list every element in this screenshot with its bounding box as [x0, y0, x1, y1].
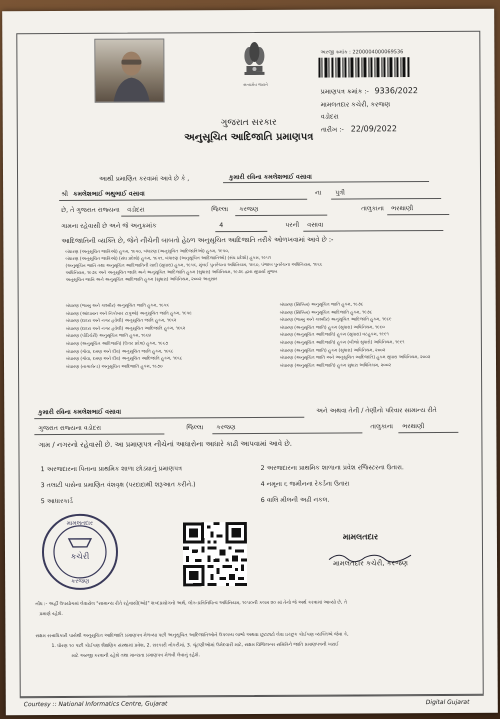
- act-item: બંધારણ (સિક્કિમ) અનુસૂચિત જાતિ હુકમ, ૧૯૭૮: [279, 302, 364, 308]
- act-item: બંધારણ (ગોવા, દમણ અને દીવ) અનુસૂચિત આદિજાતિ હુકમ, ૧૯૬૮: [65, 356, 183, 363]
- footer-courtesy: Courtesy :: National Informatics Centre, Gujarat: [23, 700, 168, 709]
- act-line: અધિનિયમ, ૧૯૭૬ અને અનુસૂચિત જાતિ અને અનુસૂચિત આદિજાતિ હુકમ (સુધારા) અધિનિયમ, ૧૯૭૬ દ્વારા સુધાર્યા મુજબ: [65, 269, 278, 276]
- document-item: 2 અરજદારના પ્રાથમિક શાળાના પ્રવેશ રજિસ્ટરના ઉતારા.: [260, 464, 404, 472]
- date-label: તારીખ :-: [320, 125, 344, 134]
- residence-name: કુમારી રવિના કમલેશભાઈ વસાવા: [38, 408, 122, 417]
- taluka-label: તાલુકાના: [361, 205, 384, 213]
- act-item: બંધારણ (દાદરા અને નગર હવેલી) અનુસૂચિત જાતિ હુકમ, ૧૯૬૨: [65, 318, 177, 325]
- act-item: બંધારણ (અનુસૂચિત આદિજાતિ) હુકમ સુધારા અધિનિયમ, ૨૦૦૨: [280, 363, 391, 369]
- act-item: બંધારણ (દાદરા અને નગર હવેલી) અનુસૂચિત આદિજાતિ હુકમ, ૧૯૬૨: [65, 326, 186, 332]
- office-line-1: મામલતદાર કચેરી, કરજણ: [320, 100, 391, 109]
- tribe-name: વસાવા: [307, 221, 324, 229]
- act-item: બંધારણ (અનુસૂચિત આદિજાતિ) હુકમ (સુધારા) વટહુકમ, ૧૯૯૧: [279, 332, 389, 339]
- residence-closing: ગામ / નગરનો રહેવાસી છે. આ પ્રમાણપત્ર નીચેનાં આધારોના આધારે કાઢી આપવામાં આવે છે.: [38, 439, 292, 450]
- applicant-photo: [94, 38, 164, 102]
- residence-state: ગુજરાત રાજ્યના વડોદરા: [38, 424, 102, 433]
- note-4: માટે અરજી કરવાની રહેશે તથા માન્યતા પ્રમાણપત્ર મેળવી લેવાનું રહેશે.: [71, 653, 200, 659]
- barcode: [318, 57, 410, 77]
- svg-text:મામલતદાર: મામલતદાર: [66, 519, 94, 527]
- applicant-name: કુમારી રવિના કમલેશભાઈ વસાવા: [229, 173, 312, 182]
- note-1: નોંધ :- અહીં ઉપયોગમાં લેવાયેલ "સામાન્ય રીતે રહેવાસી(ઓ)" શબ્દપ્રયોગનો અર્થ, લોક-પ્રતિનિધિત્વ અધિનિયમ, ૧૯૫૦ની કલમ ૨૦ માં તેનો જે અર્થ કરવામાં આવ્યો છે, તે: [35, 600, 347, 608]
- office-seal: [41, 513, 119, 591]
- footer-brand: Digital Gujarat: [425, 698, 470, 707]
- relation-label: ના: [315, 189, 322, 197]
- act-item: બંધારણ (આંદામાન અને નિકોબાર ટાપુઓ) અનુસૂચિત જાતિ હુકમ, ૧૯૫૯: [65, 310, 192, 317]
- act-item: બંધારણ (અનુસૂચિત જાતિ અને અનુસૂચિત આદિજાતિ) હુકમ સુધારા અધિનિયમ, ૨૦૦૨: [279, 355, 431, 361]
- act-item: બંધારણ (ગોવા, દમણ અને દીવ) અનુસૂચિત જાતિ હુકમ, ૧૯૬૮: [65, 348, 174, 355]
- qr-code: [183, 522, 247, 586]
- government-title: ગુજરાત સરકાર: [220, 117, 277, 129]
- office-line-2: વડોદરા: [320, 112, 339, 121]
- note-1b: પ્રમાણે રહેશે.: [39, 611, 63, 618]
- act-item: બંધારણ (જમ્મુ અને કાશ્મીર) અનુસૂચિત જાતિ હુકમ, ૧૯૫૬: [65, 303, 169, 309]
- issue-date: 22/09/2022: [350, 124, 397, 134]
- signatory-office: મામલતદાર કચેરી, કરજણ: [333, 559, 408, 568]
- document-item: 1 અરજદારના પિતાના પ્રાથમિક શાળા છોડ્યાનું પ્રમાણપત્ર: [40, 465, 182, 474]
- ashoka-emblem-icon: [240, 36, 268, 80]
- tribe-label: પરની: [285, 221, 300, 229]
- relation: પુત્રી: [335, 189, 345, 197]
- village-label: ગામના રહેવાસી છે અને જે અનુક્રમાંક: [61, 222, 157, 230]
- residence-village: ભરથાણી: [402, 423, 425, 431]
- village: ભરથાણી: [391, 205, 414, 213]
- residence-taluka: કરજણ: [216, 424, 236, 432]
- district: વડોદરા: [127, 206, 145, 214]
- cert-number: 9336/2022: [374, 86, 419, 96]
- state-label: છે, તે ગુજરાત રાજ્યના: [61, 206, 120, 214]
- tribe-line-2: આદિજાતિની વ્યક્તિ છે, જેને નીચેની બાબતો હેઠળ અનુસૂચિત આદિજાતિ તરીકે ઓળખવામાં આવે છે :-: [61, 235, 334, 245]
- svg-text:કરજણ: કરજણ: [71, 577, 90, 585]
- act-item: બંધારણ (પોંડિચેરી) અનુસૂચિત જાતિ હુકમ, ૧૯૬૪: [65, 333, 152, 340]
- act-line: બંધારણ (અનુસૂચિત જાતિઓ) હુકમ, ૧૯૫૦, બંધારણ (અનુસૂચિત આદિજાતિઓ) હુકમ, ૧૯૫૦,: [65, 249, 230, 255]
- taluka: કરજણ: [239, 205, 259, 214]
- act-line: અનુસૂચિત જાતિ અને અનુસૂચિત આદિજાતિ હુકમ (સુધારા) અધિનિયમ, ૨૦૦૨ અનુસાર: [65, 277, 218, 283]
- emblem-caption: સત્યમેવ જયતે: [243, 81, 268, 88]
- document-item: 4 નમૂના ૬ જમીનના રેકર્ડના ઉતારા: [260, 480, 350, 488]
- acts-left-column: [66, 302, 193, 371]
- residence-district-label: જિલ્લા: [186, 424, 204, 432]
- signatory-title: મામલતદાર: [342, 532, 379, 542]
- note-3: 1. ધોરણ ૧૦ પછી કોઈપણ શૈક્ષણિક સંસ્થામાં પ્રવેશ, 2. સરકારી નોકરીમાં, 3. ચૂંટણીઓમાં ઉમેદવારી માટે, સક્ષમ વિજિલન્સ સમિતિને જાતિ પ્રમાણપત્રની ખરાઈ: [51, 642, 339, 650]
- residence-taluka-label: તાલુકાના: [370, 423, 394, 431]
- act-line: (અનુસૂચિત જાતિ તથા અનુસૂચિત આદિજાતિની યાદી (સુધારા) હુકમ, ૧૯૫૬, મુંબઈ પુનર્રચના અધિનિયમ, ૧૯૬૦, પંજાબ પુનર્રચના અધિનિયમ, ૧૯૬૬: [65, 262, 323, 269]
- act-item: બંધારણ (સિક્કિમ) અનુસૂચિત આદિજાતિ હુકમ, ૧૯૭૮: [279, 309, 373, 316]
- district-label: જિલ્લા: [211, 206, 229, 214]
- document-item: 3 તલાટી પાસેના પ્રમાણિત વંશવૃક્ષ (પરદાદાથી શરૂઆત કરીને.): [40, 481, 196, 490]
- family-label: અને અથવા તેની / તેણીનો પરિવાર સામાન્ય રીતે: [316, 407, 437, 415]
- father-name: કમલેશભાઈ ભથુભાઈ વસાવા: [73, 190, 145, 198]
- serial-number: 4: [219, 222, 224, 230]
- cert-number-label: પ્રમાણપત્ર ક્રમાંક :-: [320, 87, 369, 96]
- note-2: સક્ષમ સત્તાધિકારી પાસેથી અનુસૂચિત આદિજાતિ પ્રમાણપત્ર મેળવ્યા પછી અનુસૂચિત આદિજાતિઓને ઉપલબ્ધ લાભો અથવા છૂટછાટો લેવા ઇચ્છુક કોઈપણ વ્યક્તિએ જેવા કે,: [35, 632, 349, 640]
- father-prefix: શ્રી: [61, 190, 69, 198]
- document-item: 6 વાલિ મીલની અઢી નકલ.: [260, 496, 330, 504]
- act-item: બંધારણ (જમ્મુ અને કાશ્મીર) અનુસૂચિત આદિજાતિ હુકમ, ૧૯૮૯: [279, 317, 392, 324]
- certificate-title: અનુસૂચિત આદિજાતિ પ્રમાણપત્ર: [184, 131, 314, 144]
- act-item: બંધારણ (નાગાલેન્ડ) અનુસૂચિત આદિજાતિ હુકમ, ૧૯૭૦: [66, 364, 163, 370]
- certificate-paper: [2, 9, 498, 716]
- intro-text: આથી પ્રમાણિત કરવામાં આવે છે કે ,: [99, 175, 190, 183]
- document-item: 5 આધારકાર્ડ: [40, 497, 73, 506]
- act-item: બંધારણ (અનુસૂચિત જાતિ) હુકમ (સુધારા) અધિનિયમ, ૨૦૦૨: [279, 347, 386, 354]
- act-item: બંધારણ (અનુસૂચિત આદિજાતિ) (ઉત્તર પ્રદેશ) હુકમ, ૧૯૬૭: [65, 341, 169, 347]
- application-number: અરજી ક્રમાંક : 2200004000069536: [320, 49, 404, 56]
- act-item: બંધારણ (અનુસૂચિત જાતિ) હુકમ (સુધારા) અધિનિયમ, ૧૯૯૦: [279, 325, 385, 331]
- svg-text:કચેરી: કચેરી: [70, 551, 90, 561]
- acts-right-column: [280, 301, 431, 370]
- act-line: બંધારણ (અનુસૂચિત જાતિઓ) (સંઘ પ્રદેશો) હુકમ, ૧૯૫૧, બંધારણ (અનુસૂચિત આદિજાતિઓ) (સંઘ પ્રદેશો) હુકમ, ૧૯૫૧: [65, 255, 271, 262]
- act-item: બંધારણ (અનુસૂચિત આદિજાતિ) હુકમ (બીજો સુધારો) અધિનિયમ, ૧૯૯૧: [279, 340, 405, 346]
